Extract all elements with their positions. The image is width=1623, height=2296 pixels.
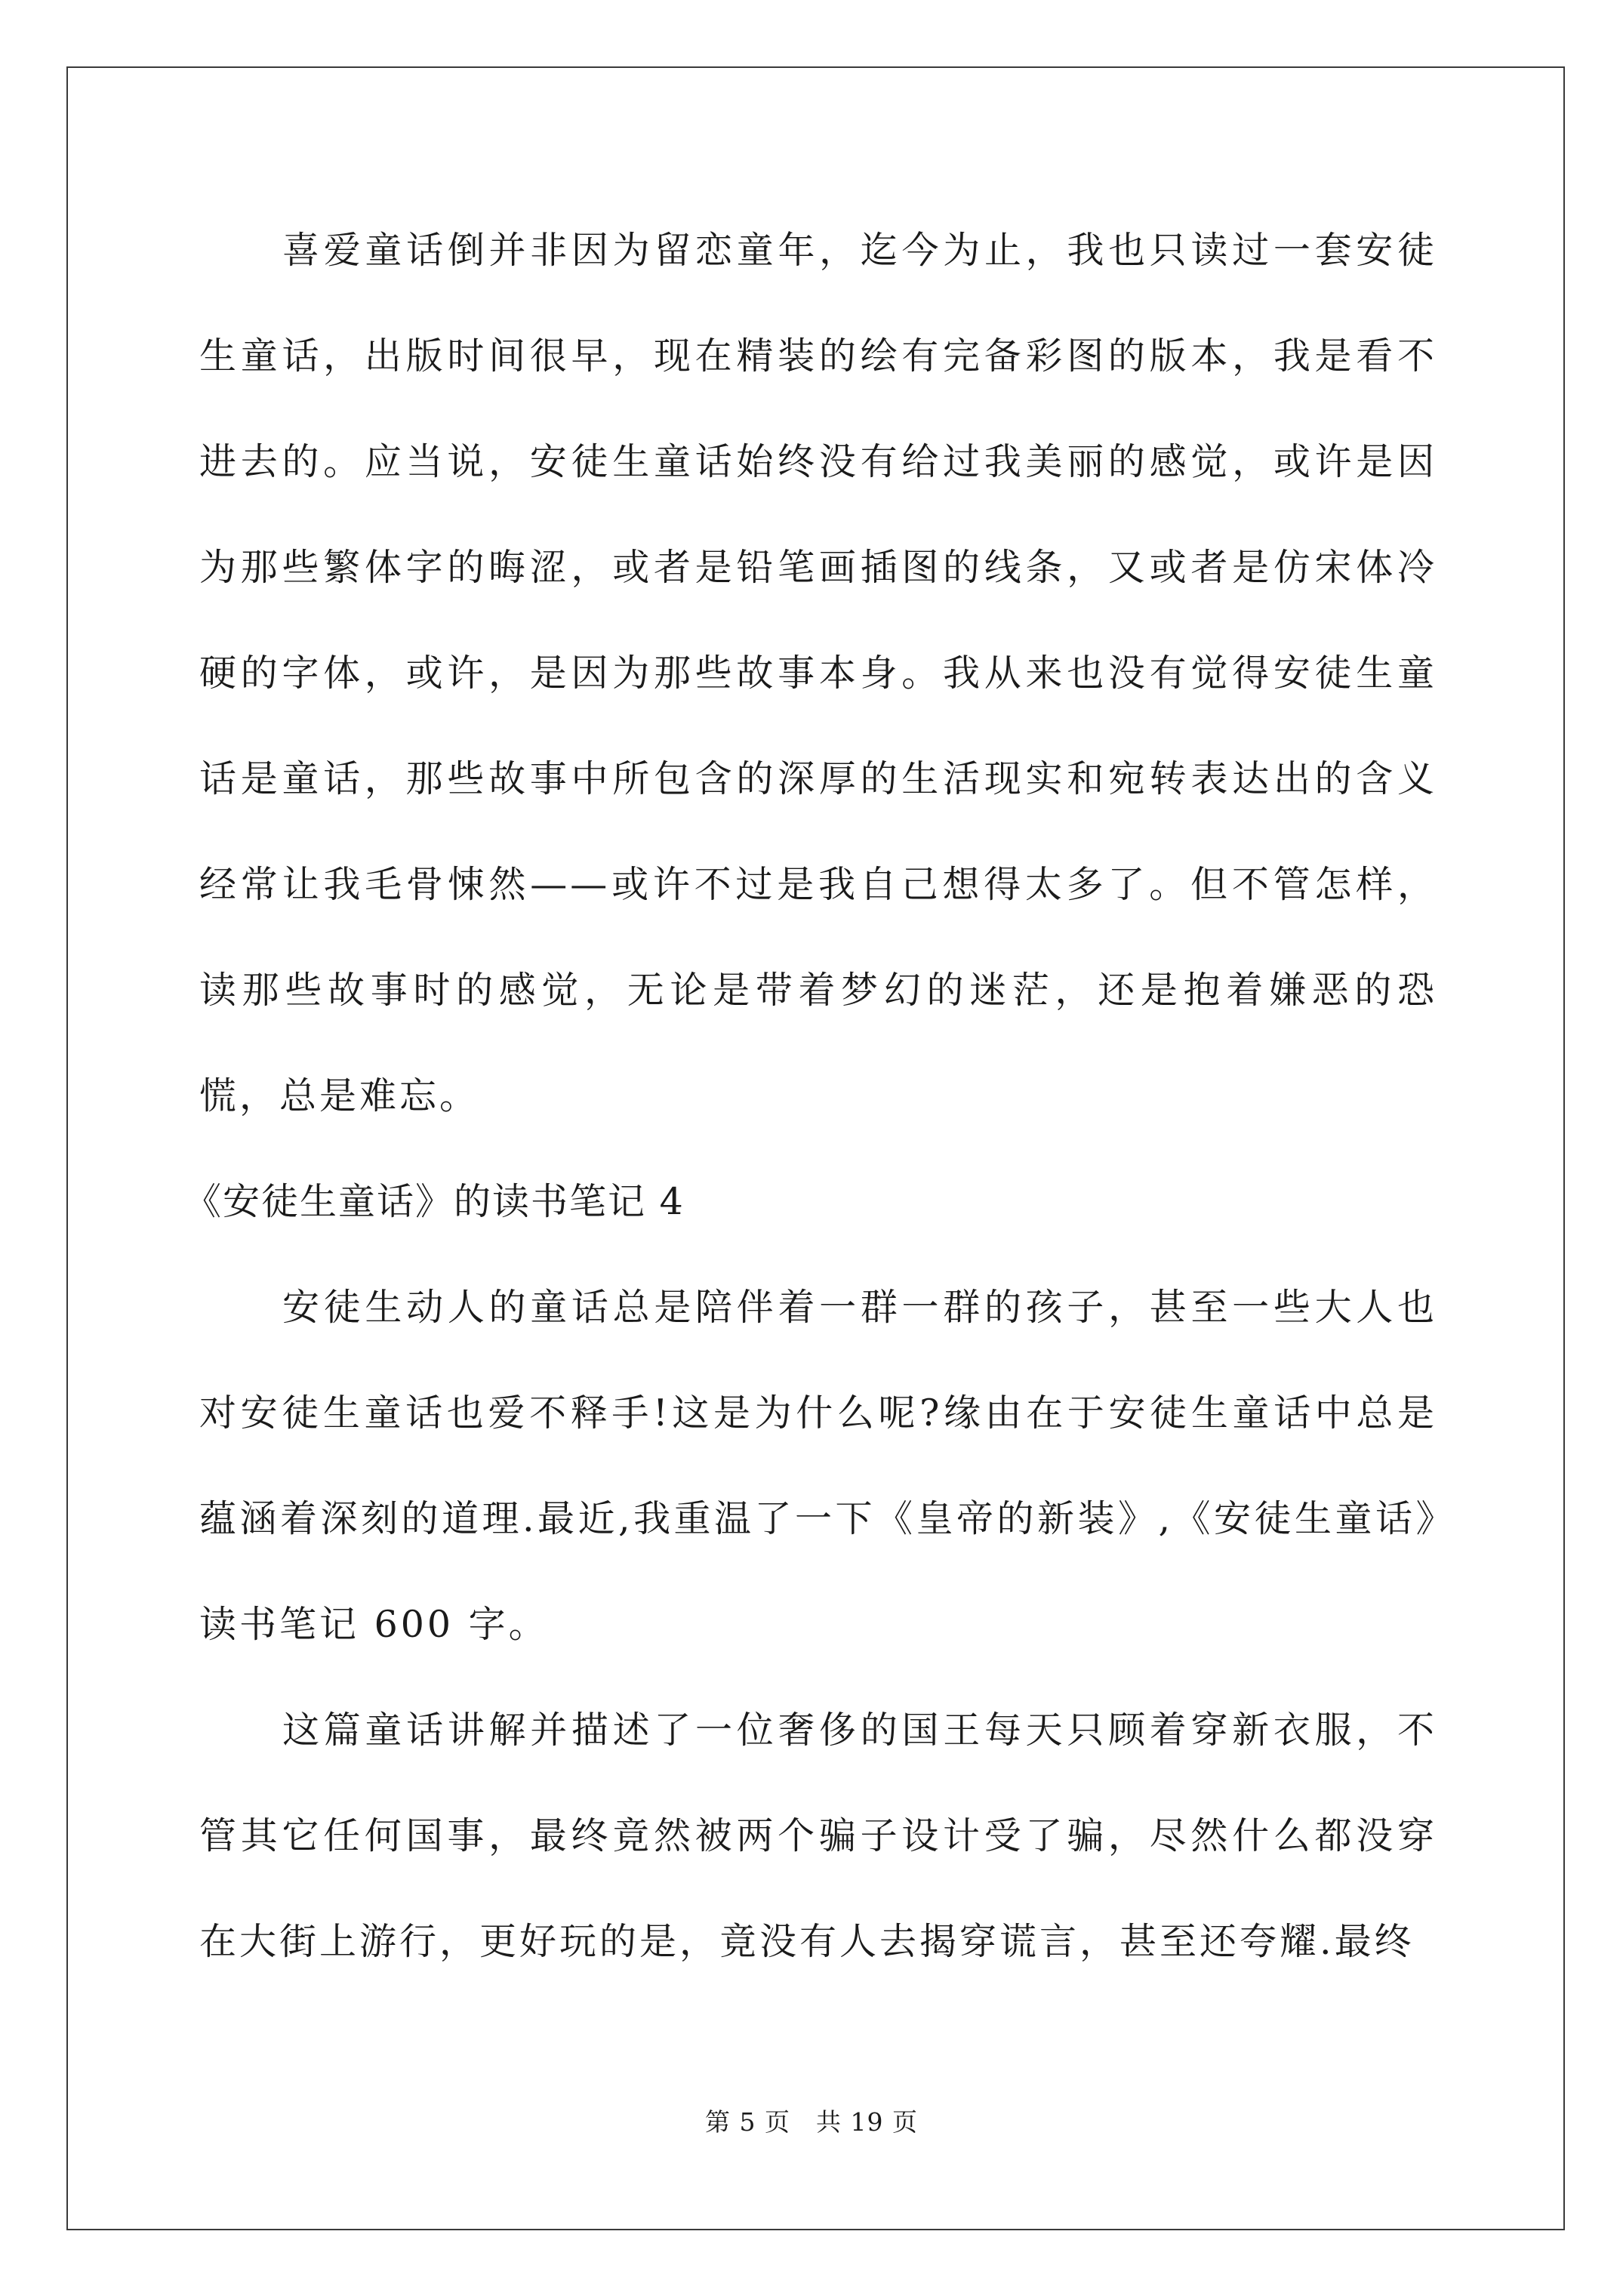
page-number: 第 5 页 [705, 2107, 790, 2137]
document-body [184, 198, 1437, 1995]
page-footer [0, 2103, 1623, 2138]
paragraph: 这篇童话讲解并描述了一位奢侈的国王每天只顾着穿新衣服，不管其它任何国事，最终竟然被两个骗子设计受了骗，尽然什么都没穿在大街上游行，更好玩的是，竟没有人去揭穿谎言，甚至还夸耀.最终 [199, 1709, 1437, 1963]
paragraph: 安徒生动人的童话总是陪伴着一群一群的孩子，甚至一些大人也对安徒生童话也爱不释手!这是为什么呢?缘由在于安徒生童话中总是蕴涵着深刻的道理.最近,我重温了一下《皇帝的新装》,《安徒生童话》读书笔记 600 字。 [199, 1286, 1437, 1646]
section-heading: 《安徒生童话》的读书笔记 4 [184, 1180, 685, 1223]
page-total: 共 19 页 [816, 2107, 918, 2137]
paragraph: 喜爱童话倒并非因为留恋童年，迄今为止，我也只读过一套安徒生童话，出版时间很早，现在精装的绘有完备彩图的版本，我是看不进去的。应当说，安徒生童话始终没有给过我美丽的感觉，或许是因为那些繁体字的晦涩，或者是铅笔画插图的线条，又或者是仿宋体冷硬的字体，或许，是因为那些故事本身。我从来也没有觉得安徒生童话是童话，那些故事中所包含的深厚的生活现实和宛转表达出的含义经常让我毛骨悚然——或许不过是我自己想得太多了。但不管怎样，读那些故事时的感觉，无论是带着梦幻的迷茫，还是抱着嫌恶的恐慌，总是难忘。 [199, 229, 1437, 1117]
